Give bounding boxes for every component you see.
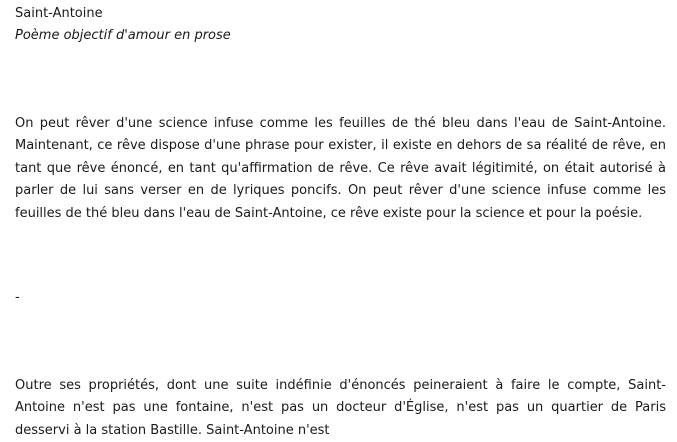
- paragraph-2: Outre ses propriétés, dont une suite indéfinie d'énoncés peineraient à faire le compte, Saint-Antoine n'est pas une fontaine, n'est pas un docteur d'Église, n'est pas un quartier de Paris desservi à la station Bastille. Saint-Antoine n'est: [15, 378, 666, 438]
- document-subtitle: Poème objectif d'amour en prose: [15, 28, 231, 43]
- document-title: Saint-Antoine: [15, 6, 103, 21]
- separator: -: [15, 290, 20, 305]
- paragraph-1: On peut rêver d'une science infuse comme les feuilles de thé bleu dans l'eau de Saint-Antoine. Maintenant, ce rêve dispose d'une phrase pour exister, il existe en dehors de sa réalité de rêve, en tant que rêve énoncé, en tant qu'affirmation de rêve. Ce rêve avait légitimité, on était autorisé à parler de lui sans verser en de lyriques poncifs. On peut rêver d'une science infuse comme les feuilles de thé bleu dans l'eau de Saint-Antoine, ce rêve existe pour la science et pour la poésie.: [15, 116, 666, 221]
